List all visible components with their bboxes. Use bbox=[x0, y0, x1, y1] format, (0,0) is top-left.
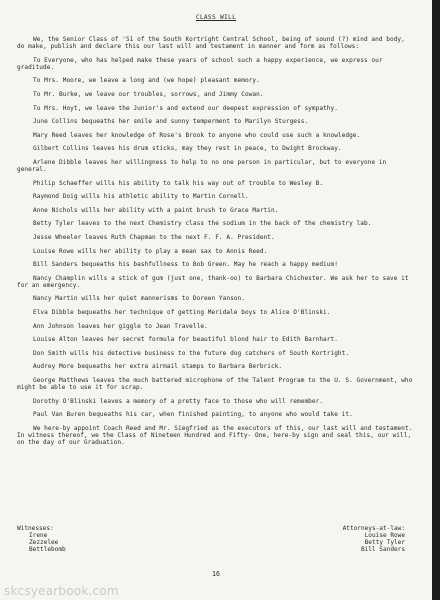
witnesses-block bbox=[17, 525, 66, 553]
will-paragraph: To Everyone, who has helped make these years of school such a happy experience, we express our graditude. bbox=[17, 56, 383, 71]
will-paragraph: Ann Johnson leaves her giggle to Jean Travelle. bbox=[33, 322, 208, 330]
scan-edge bbox=[432, 0, 440, 600]
attorney-name: Bill Sanders bbox=[360, 546, 405, 554]
will-paragraph: Raymond Doig wills his athletic ability to Martin Cornell. bbox=[33, 193, 249, 201]
attorney-name: Louise Rowe bbox=[364, 532, 405, 540]
will-paragraph: To Mrs. Hoyt, we leave the Junior's and extend our deepest expression of sympathy. bbox=[33, 104, 338, 112]
attorney-name: Betty Tyler bbox=[364, 539, 405, 547]
witness-name: Bettlebomb bbox=[29, 546, 66, 554]
will-paragraph: Dorothy O'Blinski leaves a memory of a pretty face to those who will remember. bbox=[33, 397, 324, 405]
will-paragraph: Louise Alton leaves her secret formula for beautiful blond hair to Edith Barnhart. bbox=[33, 336, 338, 344]
witness-name: Irene bbox=[29, 532, 48, 540]
witnesses-label: Witnesses: bbox=[17, 525, 54, 532]
will-paragraph: Elva Dibble bequeaths her technique of getting Meridale boys to Alice O'Blinski. bbox=[33, 309, 331, 317]
will-paragraph: We, the Senior Class of '51 of the South Kortright Central School, being of sound (?) mind and body, do make, publish and declare this our last will and testament in manner and form as follows: bbox=[17, 36, 405, 51]
witness-name: Zezzelee bbox=[29, 539, 59, 547]
will-paragraph: Mary Reed leaves her knowledge of Rose's Brook to anyone who could use such a knowledge. bbox=[33, 131, 361, 139]
attorneys-label: Attorneys-at-law: bbox=[342, 525, 405, 532]
will-paragraph: We here-by appoint Coach Reed and Mr. Siegfried as the executors of this, our last will and testament. In witness thereof, we the Class of Nineteen Hundred and Fifty- One, here-by sign and seal this, our will, on the day of our Graduation. bbox=[17, 424, 413, 447]
will-paragraph: Gilbert Collins leaves his drum sticks, may they rest in peace, to Dwight Brockway. bbox=[33, 145, 342, 153]
will-paragraph: Nancy Martin wills her quiet mannerisms to Doreen Yanson. bbox=[33, 295, 245, 303]
will-paragraph: Jesse Wheeler leaves Ruth Chapman to the next F. F. A. President. bbox=[33, 234, 275, 241]
will-paragraph: Audrey More bequeaths her extra airmail stamps to Barbara Berbrick. bbox=[33, 363, 283, 371]
will-paragraph: Don Smith wills his detective business to the future dog catchers of South Kortright. bbox=[33, 349, 350, 357]
page-number: 16 bbox=[212, 570, 220, 578]
will-paragraph: Betty Tyler leaves to the next Chemistry class the sodium in the back of the chemistry lab. bbox=[33, 220, 372, 228]
will-paragraph: Nancy Champlin wills a stick of gum (just one, thank-oo) to Barbara Chichester. We ask her to save it for an emergency. bbox=[17, 274, 409, 289]
will-paragraph: Philip Schaeffer wills his ability to talk his way out of trouble to Wesley B. bbox=[33, 179, 324, 187]
will-paragraph: George Matthews leaves the much battered microphone of the Talent Program to the U. S. Government, who might be able to use it for scrap. bbox=[17, 377, 413, 392]
will-paragraph: To Mr. Burke, we leave our troubles, sorrows, and Jimmy Cowan. bbox=[33, 90, 264, 98]
will-paragraph: Anne Nichols wills her ability with a paint brush to Grace Martin. bbox=[33, 206, 279, 214]
attorneys-block bbox=[343, 525, 405, 553]
page-title: CLASS WILL bbox=[195, 14, 237, 21]
site-watermark: skcsyearbook.com bbox=[4, 584, 119, 598]
will-paragraph: June Collins bequeaths her smile and sunny temperment to Marilyn Sturgess. bbox=[33, 118, 309, 126]
will-paragraph: To Mrs. Moore, we leave a long and (we hope) pleasant memory. bbox=[33, 77, 260, 85]
will-paragraph: Louise Rowe wills her ability to play a mean sax to Annis Reed. bbox=[33, 247, 268, 255]
will-paragraph: Arlene Dibble leaves her willingness to help to no one person in particular, but to everyone in general. bbox=[17, 158, 387, 174]
will-paragraph: Paul Van Buren bequeaths his car, when finished painting, to anyone who would take it. bbox=[33, 411, 353, 419]
will-body bbox=[17, 36, 415, 453]
will-paragraph: Bill Sanders bequeaths his bashfullness to Bob Green. May he reach a happy medium! bbox=[33, 261, 338, 269]
